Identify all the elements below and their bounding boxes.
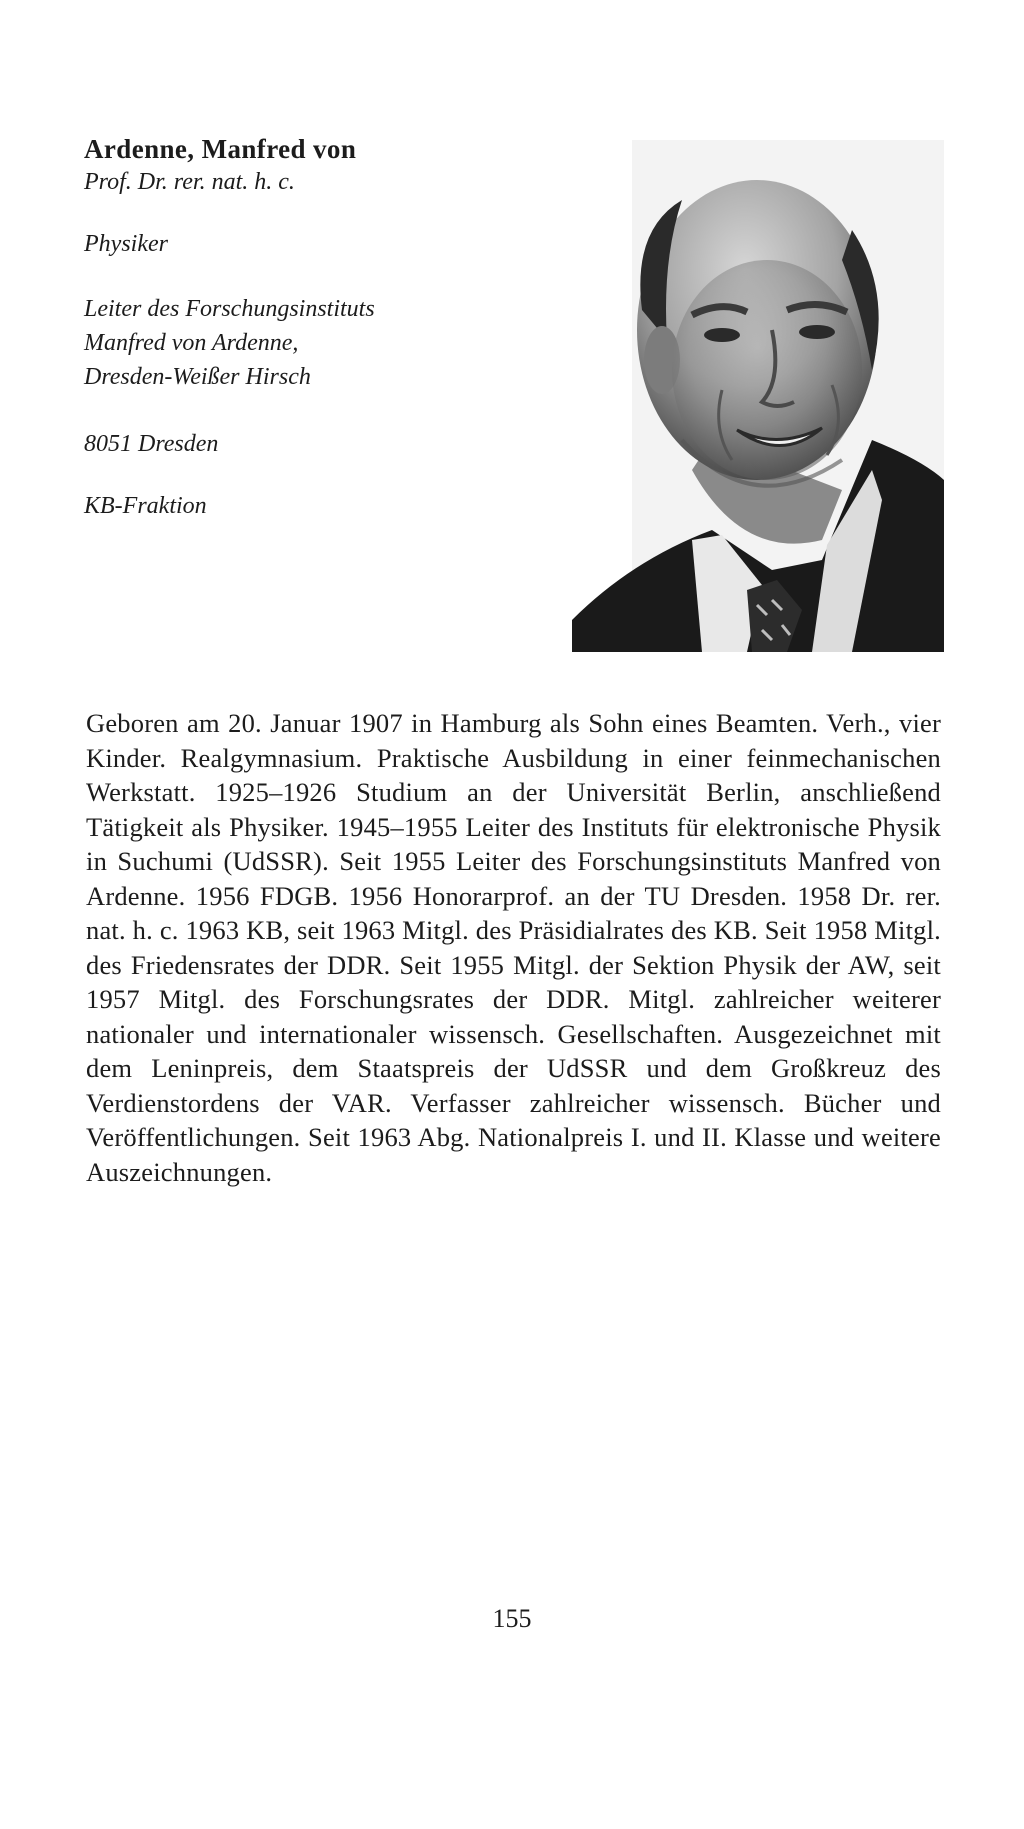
academic-title: Prof. Dr. rer. nat. h. c. [84, 169, 295, 195]
position-line: Leiter des Forschungsinstituts [84, 296, 375, 322]
position-line: Manfred von Ardenne, [84, 330, 299, 356]
portrait-photo [572, 140, 944, 652]
person-name: Ardenne, Manfred von [84, 134, 357, 164]
biography-text: Geboren am 20. Januar 1907 in Hamburg als Sohn eines Beamten. Verh., vier Kinder. Realgymnasium. Praktische Ausbildung in einer feinmechanischen Werkstatt. 1925–1926 Studium an der Universität Berlin, anschließend Tätigkeit als Physiker. 1945–1955 Leiter des Instituts für elektronische Physik in Suchumi (UdSSR). Seit 1955 Leiter des Forschungsinstituts Manfred von Ardenne. 1956 FDGB. 1956 Honorarprof. an der TU Dresden. 1958 Dr. rer. nat. h. c. 1963 KB, seit 1963 Mitgl. des Präsidialrates des KB. Seit 1958 Mitgl. des Friedensrates der DDR. Seit 1955 Mitgl. der Sektion Physik der AW, seit 1957 Mitgl. des Forschungsrates der DDR. Mitgl. zahlreicher weiterer nationaler und internationaler wissensch. Gesellschaften. Ausgezeichnet mit dem Leninpreis, dem Staatspreis der UdSSR und dem Großkreuz des Verdienstordens der VAR. Verfasser zahlreicher wissensch. Bücher und Veröffentlichungen. Seit 1963 Abg. Nationalpreis I. und II. Klasse und weitere Auszeichnungen. [86, 708, 941, 1187]
entry-header [84, 132, 554, 522]
portrait-photo-icon [572, 140, 944, 652]
fraction: KB-Fraktion [84, 493, 207, 519]
city: 8051 Dresden [84, 431, 219, 457]
profession: Physiker [84, 231, 168, 257]
position-line: Dresden-Weißer Hirsch [84, 364, 311, 390]
position [84, 292, 554, 394]
page-number: 155 [492, 1604, 532, 1633]
